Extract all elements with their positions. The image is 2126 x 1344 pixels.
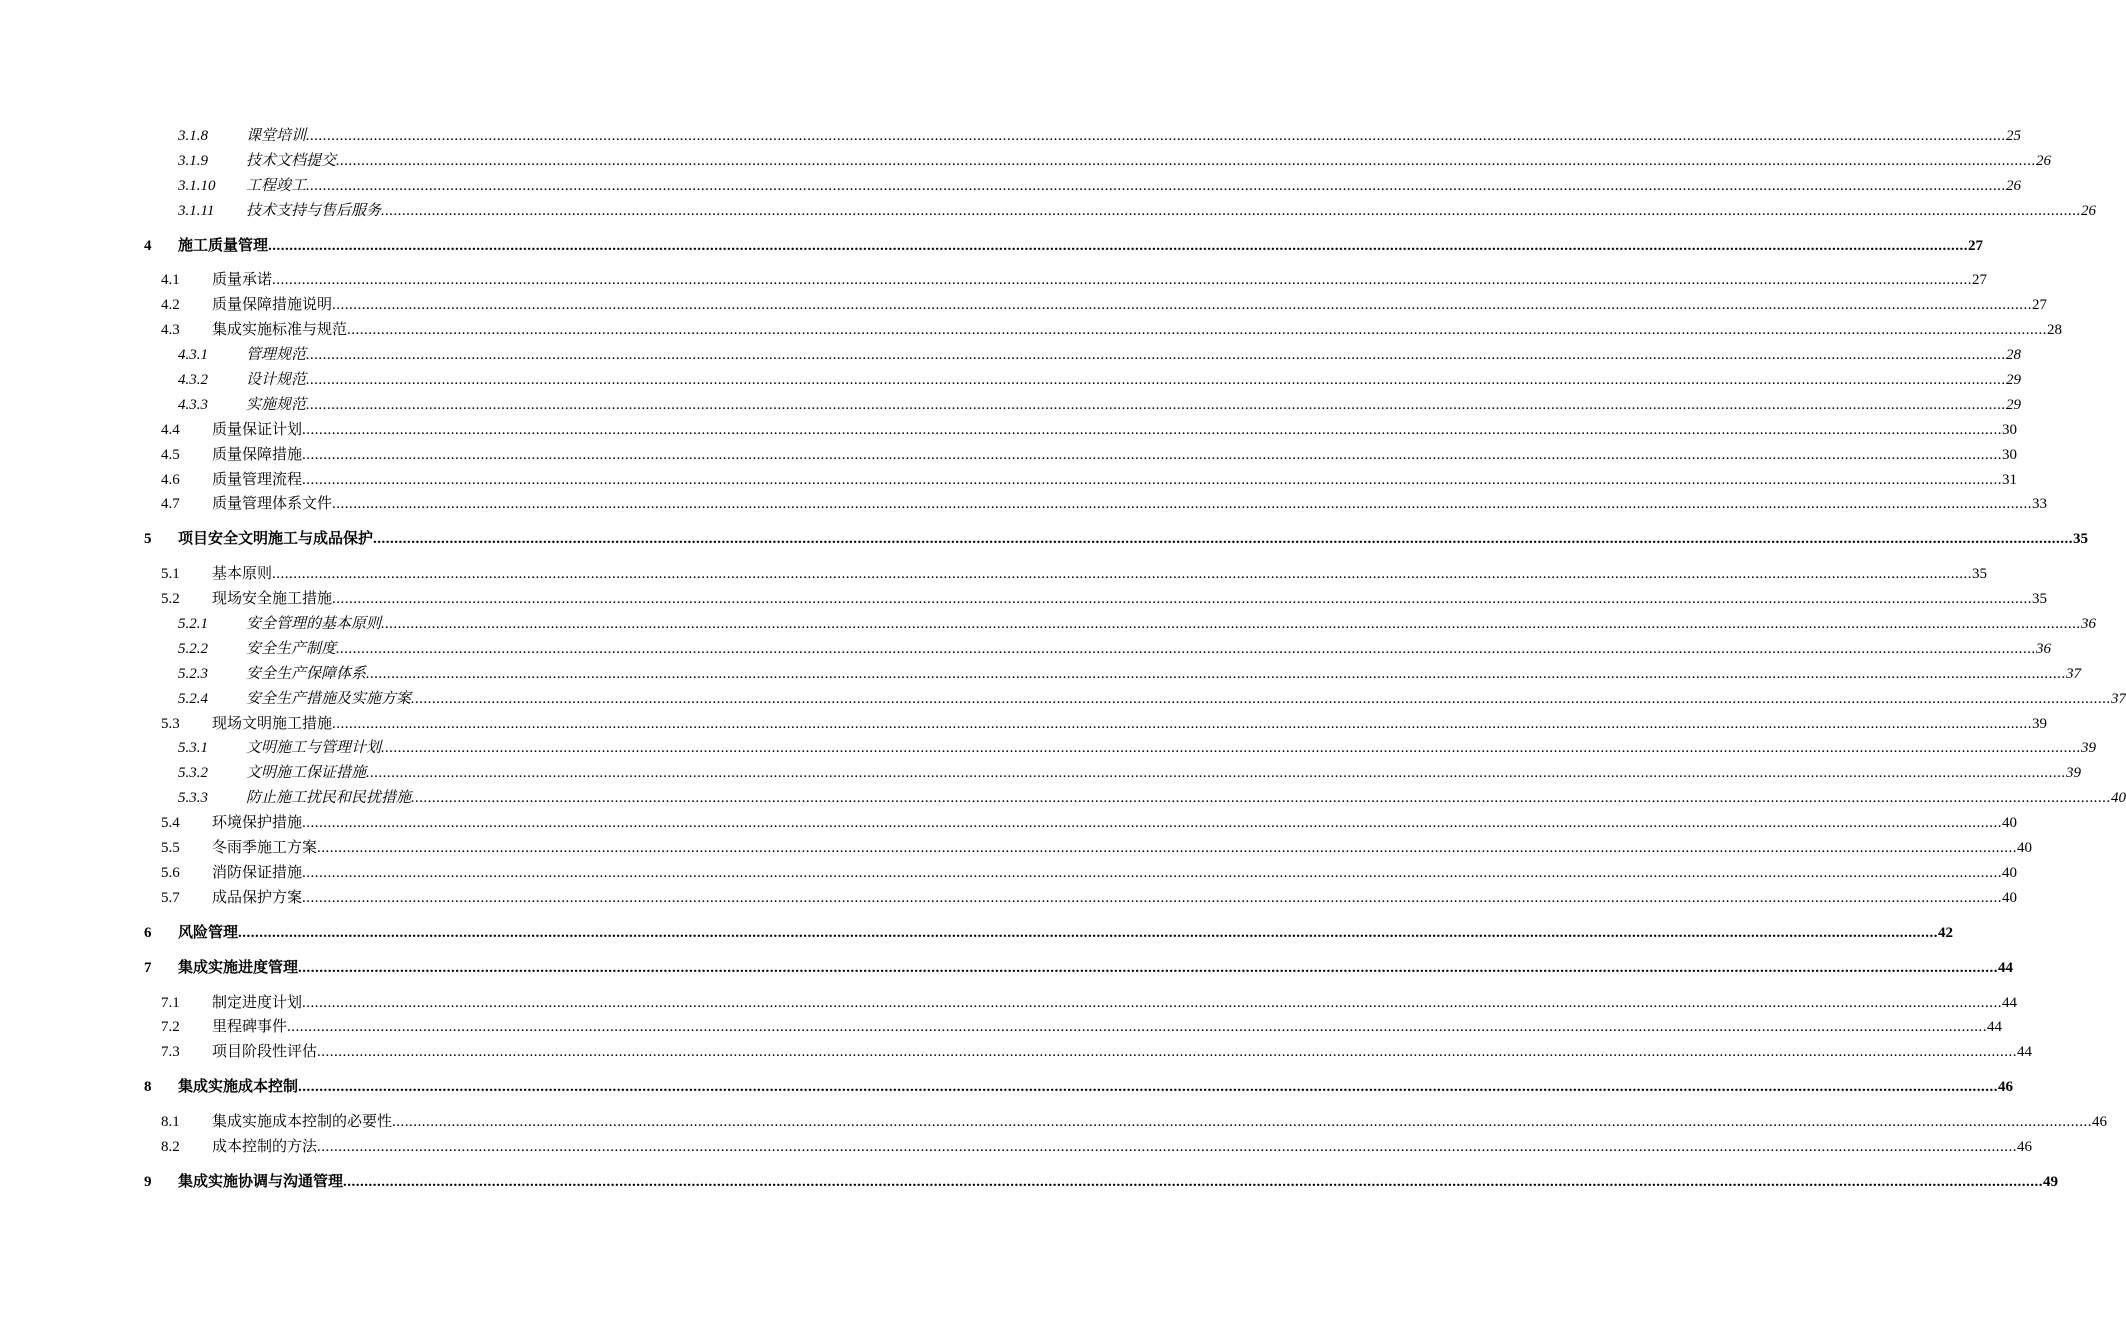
toc-entry-line: [246, 761, 2082, 786]
toc-entry-line: [246, 149, 2052, 174]
dot-leader: ................................................................................................................................................................................................................................................................................................................................................................................................................: [343, 1173, 2044, 1190]
toc-entry-page: 29: [2006, 396, 2022, 413]
toc-entry-page: 29: [2006, 372, 2022, 389]
toc-entry-title: 技术支持与售后服务: [246, 202, 382, 219]
dot-leader: ................................................................................................................................................................................................................................................................................................................................................................................................................: [347, 322, 2048, 339]
toc-entry-line: [212, 587, 2048, 612]
toc-entry-line: [212, 991, 2018, 1016]
toc-entry-line: [178, 527, 2089, 552]
toc-entry-line: [212, 1135, 2033, 1160]
toc-entry[interactable]: [0, 886, 2018, 911]
toc-entry-page: 44: [1987, 1019, 2003, 1036]
toc-entry-number: 5: [144, 531, 152, 548]
toc-entry-number: 4.6: [161, 471, 180, 488]
table-of-contents: [0, 124, 2126, 1205]
toc-entry-number: 5.2: [161, 591, 180, 608]
dot-leader: ................................................................................................................................................................................................................................................................................................................................................................................................................: [302, 889, 2003, 906]
toc-entry-page: 28: [2047, 322, 2063, 339]
toc-entry-page: 39: [2032, 715, 2048, 732]
toc-entry-page: 42: [1938, 924, 1954, 941]
dot-leader: ................................................................................................................................................................................................................................................................................................................................................................................................................: [381, 616, 2082, 633]
toc-entry-number: 4.5: [161, 446, 180, 463]
dot-leader: ................................................................................................................................................................................................................................................................................................................................................................................................................: [366, 665, 2067, 682]
toc-entry-page: 40: [2002, 864, 2018, 881]
toc-entry[interactable]: [0, 612, 2097, 637]
toc-entry-title: 项目阶段性评估: [212, 1044, 318, 1061]
toc-entry[interactable]: [0, 861, 2018, 886]
toc-entry-line: [246, 786, 2126, 811]
toc-entry[interactable]: [0, 492, 2048, 517]
toc-entry-number: 4.7: [161, 496, 180, 513]
toc-entry[interactable]: [0, 956, 2014, 981]
dot-leader: ................................................................................................................................................................................................................................................................................................................................................................................................................: [332, 715, 2033, 732]
toc-entry-page: 46: [1998, 1079, 2014, 1096]
toc-entry-number: 5.5: [161, 840, 180, 857]
toc-entry[interactable]: [0, 587, 2048, 612]
toc-entry-line: [246, 637, 2052, 662]
toc-entry-title: 课堂培训: [246, 128, 307, 144]
toc-entry-page: 26: [2036, 152, 2052, 169]
toc-entry-number: 3.1.9: [178, 152, 208, 169]
toc-entry[interactable]: [0, 268, 1988, 293]
toc-entry-page: 26: [2006, 177, 2022, 194]
toc-entry-page: 35: [1972, 566, 1988, 583]
toc-entry[interactable]: [0, 393, 2022, 418]
toc-entry-number: 5.2.4: [178, 690, 208, 707]
toc-entry[interactable]: [0, 1110, 2108, 1135]
toc-entry-line: [246, 343, 2022, 368]
toc-entry-number: 7.2: [161, 1019, 180, 1036]
toc-entry-line: [212, 886, 2018, 911]
toc-entry[interactable]: [0, 662, 2082, 687]
toc-entry-title: 文明施工保证措施: [246, 765, 367, 782]
toc-entry-line: [178, 921, 1954, 946]
toc-entry-line: [178, 234, 1984, 259]
toc-entry-title: 管理规范: [246, 347, 307, 364]
toc-entry-number: 8.1: [161, 1114, 180, 1131]
dot-leader: ................................................................................................................................................................................................................................................................................................................................................................................................................: [332, 591, 2033, 608]
toc-entry-title: 集成实施标准与规范: [212, 322, 348, 339]
toc-entry[interactable]: [0, 318, 2063, 343]
toc-entry[interactable]: [0, 1170, 2059, 1195]
toc-entry-line: [246, 368, 2022, 393]
toc-entry-line: [212, 418, 2018, 443]
toc-entry-number: 4: [144, 237, 152, 254]
toc-entry-page: 40: [2002, 889, 2018, 906]
dot-leader: ................................................................................................................................................................................................................................................................................................................................................................................................................: [373, 531, 2074, 548]
toc-entry-number: 5.4: [161, 815, 180, 832]
toc-entry[interactable]: [0, 343, 2022, 368]
toc-entry[interactable]: [0, 786, 2126, 811]
toc-entry-title: 质量保证计划: [212, 421, 303, 438]
toc-entry-title: 质量承诺: [212, 272, 273, 289]
toc-entry-number: 5.7: [161, 889, 180, 906]
toc-entry-line: [246, 199, 2097, 224]
toc-entry[interactable]: [0, 234, 1984, 259]
toc-entry-title: 安全生产措施及实施方案: [246, 690, 412, 707]
toc-entry-title: 集成实施成本控制: [178, 1079, 299, 1096]
toc-entry-title: 现场安全施工措施: [212, 591, 333, 608]
toc-entry[interactable]: [0, 199, 2097, 224]
toc-entry[interactable]: [0, 1135, 2033, 1160]
dot-leader: ................................................................................................................................................................................................................................................................................................................................................................................................................: [392, 1114, 2093, 1131]
dot-leader: ................................................................................................................................................................................................................................................................................................................................................................................................................: [302, 421, 2003, 438]
toc-entry-number: 3.1.10: [178, 177, 216, 194]
toc-entry-title: 质量管理体系文件: [212, 496, 333, 513]
toc-entry-number: 7.3: [161, 1044, 180, 1061]
toc-entry-number: 5.3.2: [178, 765, 208, 782]
toc-entry-line: [246, 662, 2082, 687]
dot-leader: ................................................................................................................................................................................................................................................................................................................................................................................................................: [302, 815, 2003, 832]
toc-entry-line: [212, 318, 2063, 343]
toc-entry-title: 安全生产保障体系: [246, 665, 367, 682]
toc-entry-line: [246, 612, 2097, 637]
toc-entry-page: 33: [2032, 496, 2048, 513]
toc-entry-number: 5.2.2: [178, 640, 208, 657]
toc-entry-line: [246, 393, 2022, 418]
dot-leader: ................................................................................................................................................................................................................................................................................................................................................................................................................: [317, 840, 2018, 857]
toc-entry[interactable]: [0, 736, 2097, 761]
toc-entry[interactable]: [0, 443, 2018, 468]
toc-entry-page: 30: [2002, 421, 2018, 438]
toc-entry-line: [212, 562, 1988, 587]
toc-entry-page: 27: [1972, 272, 1988, 289]
toc-entry[interactable]: [0, 174, 2022, 199]
dot-leader: ................................................................................................................................................................................................................................................................................................................................................................................................................: [306, 128, 2007, 144]
toc-entry-line: [212, 492, 2048, 517]
dot-leader: ................................................................................................................................................................................................................................................................................................................................................................................................................: [272, 566, 1973, 583]
toc-entry-page: 28: [2006, 347, 2022, 364]
dot-leader: ................................................................................................................................................................................................................................................................................................................................................................................................................: [272, 272, 1973, 289]
toc-entry-number: 7: [144, 959, 152, 976]
toc-entry-number: 5.3.3: [178, 790, 208, 807]
toc-entry[interactable]: [0, 1040, 2033, 1065]
dot-leader: ................................................................................................................................................................................................................................................................................................................................................................................................................: [332, 496, 2033, 513]
dot-leader: ................................................................................................................................................................................................................................................................................................................................................................................................................: [317, 1044, 2018, 1061]
toc-entry[interactable]: [0, 637, 2052, 662]
toc-entry-page: 27: [1968, 237, 1984, 254]
toc-entry-line: [212, 1015, 2003, 1040]
toc-entry-page: 39: [2081, 740, 2097, 757]
toc-entry-page: 27: [2032, 297, 2048, 314]
toc-entry-page: 36: [2081, 616, 2097, 633]
toc-entry-number: 5.2.3: [178, 665, 208, 682]
toc-entry-number: 5.3.1: [178, 740, 208, 757]
dot-leader: ................................................................................................................................................................................................................................................................................................................................................................................................................: [302, 994, 2003, 1011]
toc-entry-number: 4.1: [161, 272, 180, 289]
toc-entry-title: 实施规范: [246, 396, 307, 413]
toc-entry-page: 44: [1998, 959, 2014, 976]
toc-entry-title: 制定进度计划: [212, 994, 303, 1011]
toc-entry[interactable]: [0, 811, 2018, 836]
toc-entry[interactable]: [0, 468, 2018, 493]
toc-entry-title: 质量保障措施: [212, 446, 303, 463]
toc-entry-line: [212, 861, 2018, 886]
toc-entry-line: [212, 268, 1988, 293]
toc-entry-number: 7.1: [161, 994, 180, 1011]
toc-entry-title: 安全管理的基本原则: [246, 616, 382, 633]
toc-entry-page: 46: [2092, 1114, 2108, 1131]
toc-entry-line: [212, 1040, 2033, 1065]
dot-leader: ................................................................................................................................................................................................................................................................................................................................................................................................................: [302, 864, 2003, 881]
toc-entry-title: 里程碑事件: [212, 1019, 288, 1036]
dot-leader: ................................................................................................................................................................................................................................................................................................................................................................................................................: [306, 396, 2007, 413]
toc-entry[interactable]: [0, 921, 1954, 946]
toc-entry-page: 37: [2066, 665, 2082, 682]
toc-entry-title: 防止施工扰民和民扰措施: [246, 790, 412, 807]
toc-entry-number: 8: [144, 1079, 152, 1096]
toc-entry[interactable]: [0, 761, 2082, 786]
toc-entry-title: 成品保护方案: [212, 889, 303, 906]
toc-entry-title: 风险管理: [178, 924, 239, 941]
toc-entry-number: 4.3.3: [178, 396, 208, 413]
toc-entry-title: 文明施工与管理计划: [246, 740, 382, 757]
toc-entry-page: 37: [2111, 690, 2126, 707]
dot-leader: ................................................................................................................................................................................................................................................................................................................................................................................................................: [287, 1019, 1988, 1036]
toc-entry-page: 35: [2032, 591, 2048, 608]
dot-leader: ................................................................................................................................................................................................................................................................................................................................................................................................................: [336, 640, 2037, 657]
toc-entry[interactable]: [0, 1075, 2014, 1100]
toc-entry-line: [178, 956, 2014, 981]
toc-entry-number: 5.2.1: [178, 616, 208, 633]
toc-entry-number: 4.3: [161, 322, 180, 339]
toc-entry[interactable]: [0, 149, 2052, 174]
toc-entry[interactable]: [0, 527, 2089, 552]
toc-entry-number: 8.2: [161, 1138, 180, 1155]
toc-entry-page: 31: [2002, 471, 2018, 488]
toc-entry-line: [212, 443, 2018, 468]
toc-entry-page: 36: [2036, 640, 2052, 657]
toc-entry-page: 46: [2017, 1138, 2033, 1155]
dot-leader: ................................................................................................................................................................................................................................................................................................................................................................................................................: [366, 765, 2067, 782]
toc-entry[interactable]: [0, 368, 2022, 393]
toc-entry-number: 5.1: [161, 566, 180, 583]
dot-leader: ................................................................................................................................................................................................................................................................................................................................................................................................................: [306, 177, 2007, 194]
toc-entry[interactable]: [0, 1015, 2003, 1040]
toc-entry-number: 5.3: [161, 715, 180, 732]
toc-entry-page: 40: [2111, 790, 2126, 807]
toc-entry-title: 安全生产制度: [246, 640, 337, 657]
toc-entry-number: 4.3.1: [178, 347, 208, 364]
toc-entry-line: [246, 174, 2022, 199]
toc-entry[interactable]: [0, 991, 2018, 1016]
toc-entry-title: 质量管理流程: [212, 471, 303, 488]
toc-entry-page: 44: [2017, 1044, 2033, 1061]
toc-entry-line: [178, 1075, 2014, 1100]
toc-entry[interactable]: [0, 562, 1988, 587]
toc-entry-page: 30: [2002, 446, 2018, 463]
toc-entry-number: 5.6: [161, 864, 180, 881]
dot-leader: ................................................................................................................................................................................................................................................................................................................................................................................................................: [306, 347, 2007, 364]
dot-leader: ................................................................................................................................................................................................................................................................................................................................................................................................................: [302, 471, 2003, 488]
dot-leader: ................................................................................................................................................................................................................................................................................................................................................................................................................: [336, 152, 2037, 169]
toc-entry-number: 9: [144, 1173, 152, 1190]
dot-leader: ................................................................................................................................................................................................................................................................................................................................................................................................................: [317, 1138, 2018, 1155]
toc-entry[interactable]: [0, 418, 2018, 443]
toc-entry-page: 35: [2073, 531, 2089, 548]
toc-entry-page: 25: [2006, 128, 2022, 144]
dot-leader: ................................................................................................................................................................................................................................................................................................................................................................................................................: [238, 924, 1939, 941]
toc-entry-title: 施工质量管理: [178, 237, 269, 254]
dot-leader: ................................................................................................................................................................................................................................................................................................................................................................................................................: [411, 790, 2112, 807]
toc-entry-title: 设计规范: [246, 372, 307, 389]
toc-entry-title: 质量保障措施说明: [212, 297, 333, 314]
toc-entry-page: 39: [2066, 765, 2082, 782]
toc-entry-title: 冬雨季施工方案: [212, 840, 318, 857]
dot-leader: ................................................................................................................................................................................................................................................................................................................................................................................................................: [298, 959, 1999, 976]
dot-leader: ................................................................................................................................................................................................................................................................................................................................................................................................................: [268, 237, 1969, 254]
dot-leader: ................................................................................................................................................................................................................................................................................................................................................................................................................: [306, 372, 2007, 389]
toc-entry-page: 26: [2081, 202, 2097, 219]
dot-leader: ................................................................................................................................................................................................................................................................................................................................................................................................................: [411, 690, 2112, 707]
toc-entry[interactable]: [0, 712, 2048, 737]
toc-entry-title: 工程竣工: [246, 177, 307, 194]
toc-entry[interactable]: [0, 293, 2048, 318]
toc-entry-title: 集成实施成本控制的必要性: [212, 1114, 393, 1131]
toc-entry-page: 40: [2002, 815, 2018, 832]
toc-entry-title: 集成实施进度管理: [178, 959, 299, 976]
toc-entry-page: 44: [2002, 994, 2018, 1011]
toc-entry-page: 49: [2043, 1173, 2059, 1190]
dot-leader: ................................................................................................................................................................................................................................................................................................................................................................................................................: [332, 297, 2033, 314]
toc-entry-number: 6: [144, 924, 152, 941]
toc-entry-title: 项目安全文明施工与成品保护: [178, 531, 374, 548]
toc-entry-number: 4.3.2: [178, 372, 208, 389]
toc-entry-line: [178, 1170, 2059, 1195]
toc-entry-line: [246, 687, 2126, 712]
toc-entry-number: 3.1.8: [178, 128, 208, 144]
toc-entry-page: 40: [2017, 840, 2033, 857]
toc-entry-number: 4.4: [161, 421, 180, 438]
toc-entry-title: 消防保证措施: [212, 864, 303, 881]
dot-leader: ................................................................................................................................................................................................................................................................................................................................................................................................................: [381, 740, 2082, 757]
toc-entry-title: 成本控制的方法: [212, 1138, 318, 1155]
toc-entry-line: [212, 811, 2018, 836]
toc-entry-line: [212, 1110, 2108, 1135]
toc-entry-line: [212, 712, 2048, 737]
toc-entry-title: 现场文明施工措施: [212, 715, 333, 732]
dot-leader: ................................................................................................................................................................................................................................................................................................................................................................................................................: [381, 202, 2082, 219]
toc-entry[interactable]: [0, 124, 2022, 149]
toc-entry-number: 3.1.11: [178, 202, 215, 219]
toc-entry-line: [246, 124, 2022, 149]
toc-entry-line: [246, 736, 2097, 761]
dot-leader: ................................................................................................................................................................................................................................................................................................................................................................................................................: [298, 1079, 1999, 1096]
toc-entry-title: 环境保护措施: [212, 815, 303, 832]
toc-entry-title: 基本原则: [212, 566, 273, 583]
toc-entry-line: [212, 836, 2033, 861]
toc-entry-title: 集成实施协调与沟通管理: [178, 1173, 344, 1190]
toc-entry-line: [212, 293, 2048, 318]
toc-entry-number: 4.2: [161, 297, 180, 314]
toc-entry[interactable]: [0, 836, 2033, 861]
toc-entry-title: 技术文档提交: [246, 152, 337, 169]
toc-entry-line: [212, 468, 2018, 493]
dot-leader: ................................................................................................................................................................................................................................................................................................................................................................................................................: [302, 446, 2003, 463]
toc-entry[interactable]: [0, 687, 2126, 712]
